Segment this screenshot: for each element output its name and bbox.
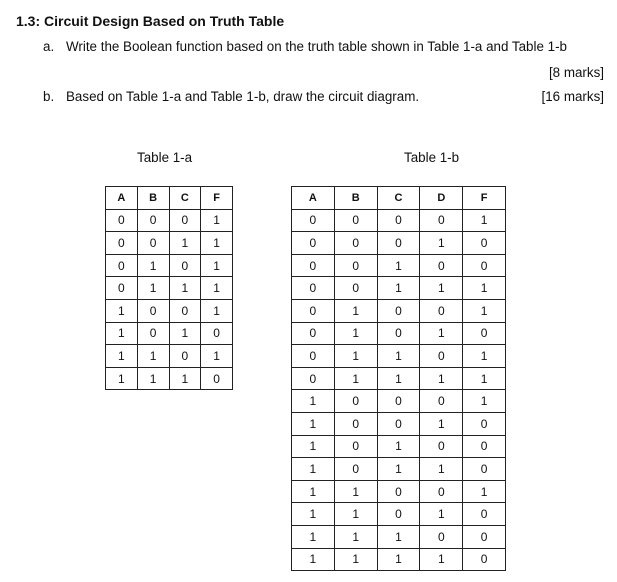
table-cell: 1 xyxy=(377,345,420,368)
table-cell: 1 xyxy=(334,367,377,390)
table-cell: 1 xyxy=(377,458,420,481)
table-row xyxy=(106,322,233,345)
table-cell: 1 xyxy=(292,458,335,481)
table-cell: 0 xyxy=(292,232,335,255)
table-cell: 0 xyxy=(377,232,420,255)
table-cell: 0 xyxy=(106,254,138,277)
table-cell: 1 xyxy=(201,232,233,255)
table-cell: 0 xyxy=(169,299,201,322)
table-row xyxy=(292,412,506,435)
table-cell: 1 xyxy=(377,435,420,458)
table-row xyxy=(292,345,506,368)
table-cell: 0 xyxy=(420,345,463,368)
table-cell: 1 xyxy=(292,548,335,571)
table-cell: 0 xyxy=(420,480,463,503)
table-cell: 1 xyxy=(169,367,201,390)
table-cell: 1 xyxy=(420,277,463,300)
table-row xyxy=(292,435,506,458)
table-cell: 1 xyxy=(106,367,138,390)
table-a-header-b: B xyxy=(137,187,169,210)
table-cell: 1 xyxy=(106,345,138,368)
table-cell: 0 xyxy=(463,525,506,548)
table-cell: 0 xyxy=(420,390,463,413)
table-cell: 0 xyxy=(106,277,138,300)
table-b-header-f: F xyxy=(463,187,506,210)
table-cell: 0 xyxy=(169,345,201,368)
question-b-marks: [16 marks] xyxy=(541,89,604,104)
table-cell: 1 xyxy=(463,367,506,390)
table-row xyxy=(106,367,233,390)
table-cell: 0 xyxy=(377,390,420,413)
table-cell: 0 xyxy=(420,299,463,322)
table-cell: 0 xyxy=(292,345,335,368)
table-cell: 1 xyxy=(377,277,420,300)
table-cell: 1 xyxy=(334,503,377,526)
table-cell: 0 xyxy=(292,209,335,232)
table-cell: 0 xyxy=(292,277,335,300)
table-row xyxy=(292,367,506,390)
table-cell: 1 xyxy=(420,503,463,526)
table-cell: 0 xyxy=(377,412,420,435)
table-cell: 1 xyxy=(334,299,377,322)
table-cell: 1 xyxy=(201,277,233,300)
table-row xyxy=(106,299,233,322)
table-cell: 1 xyxy=(463,390,506,413)
table-a-body xyxy=(106,209,233,390)
table-cell: 0 xyxy=(137,232,169,255)
table-cell: 0 xyxy=(334,209,377,232)
table-b-header-b: B xyxy=(334,187,377,210)
table-cell: 0 xyxy=(463,412,506,435)
table-cell: 0 xyxy=(292,299,335,322)
table-b-header-a: A xyxy=(292,187,335,210)
table-row xyxy=(292,209,506,232)
table-cell: 1 xyxy=(377,254,420,277)
table-row xyxy=(106,232,233,255)
truth-table-a xyxy=(105,186,233,390)
question-b-text: Based on Table 1-a and Table 1-b, draw the circuit diagram. xyxy=(66,89,420,104)
table-cell: 1 xyxy=(292,525,335,548)
table-row xyxy=(292,548,506,571)
table-cell: 1 xyxy=(334,322,377,345)
table-cell: 0 xyxy=(463,458,506,481)
table-row xyxy=(292,277,506,300)
table-cell: 1 xyxy=(420,367,463,390)
table-cell: 1 xyxy=(420,412,463,435)
table-a-header-a: A xyxy=(106,187,138,210)
table-cell: 0 xyxy=(292,367,335,390)
table-cell: 0 xyxy=(137,322,169,345)
table-row xyxy=(292,299,506,322)
table-cell: 1 xyxy=(201,209,233,232)
table-cell: 1 xyxy=(106,322,138,345)
table-cell: 1 xyxy=(420,322,463,345)
table-cell: 1 xyxy=(137,367,169,390)
table-row xyxy=(292,503,506,526)
table-a-header-f: F xyxy=(201,187,233,210)
table-cell: 1 xyxy=(137,254,169,277)
table-row xyxy=(106,345,233,368)
table-cell: 0 xyxy=(420,525,463,548)
table-cell: 0 xyxy=(334,458,377,481)
table-cell: 0 xyxy=(201,322,233,345)
table-a-header-row xyxy=(106,187,233,210)
table-cell: 1 xyxy=(334,480,377,503)
table-cell: 0 xyxy=(334,277,377,300)
table-b-body xyxy=(292,209,506,571)
table-cell: 1 xyxy=(292,503,335,526)
table-cell: 0 xyxy=(137,209,169,232)
table-cell: 1 xyxy=(420,458,463,481)
table-cell: 1 xyxy=(137,277,169,300)
table-cell: 1 xyxy=(334,548,377,571)
table-cell: 1 xyxy=(169,277,201,300)
question-b-letter: b. xyxy=(43,89,55,104)
table-cell: 1 xyxy=(463,277,506,300)
truth-table-b xyxy=(291,186,506,571)
table-cell: 0 xyxy=(420,254,463,277)
table-cell: 0 xyxy=(463,254,506,277)
table-cell: 1 xyxy=(201,299,233,322)
table-cell: 1 xyxy=(106,299,138,322)
table-cell: 1 xyxy=(201,254,233,277)
table-cell: 1 xyxy=(292,412,335,435)
table-cell: 0 xyxy=(420,435,463,458)
table-cell: 0 xyxy=(334,435,377,458)
table-cell: 1 xyxy=(169,232,201,255)
table-a-caption: Table 1-a xyxy=(137,150,193,165)
table-row xyxy=(106,277,233,300)
table-cell: 1 xyxy=(292,435,335,458)
table-cell: 0 xyxy=(334,254,377,277)
table-cell: 0 xyxy=(169,254,201,277)
table-b-header-row xyxy=(292,187,506,210)
table-cell: 1 xyxy=(377,525,420,548)
table-cell: 1 xyxy=(463,209,506,232)
table-row xyxy=(292,322,506,345)
table-cell: 0 xyxy=(106,209,138,232)
table-cell: 0 xyxy=(463,435,506,458)
table-cell: 0 xyxy=(420,209,463,232)
table-row xyxy=(292,232,506,255)
table-cell: 1 xyxy=(420,232,463,255)
table-row xyxy=(292,480,506,503)
question-a-letter: a. xyxy=(43,39,55,54)
table-cell: 1 xyxy=(463,345,506,368)
section-title: 1.3: Circuit Design Based on Truth Table xyxy=(16,13,285,29)
table-cell: 0 xyxy=(292,254,335,277)
table-cell: 0 xyxy=(377,209,420,232)
table-cell: 1 xyxy=(377,548,420,571)
table-cell: 1 xyxy=(169,322,201,345)
table-row xyxy=(292,458,506,481)
table-cell: 0 xyxy=(169,209,201,232)
question-a-marks: [8 marks] xyxy=(548,65,604,80)
table-cell: 0 xyxy=(377,322,420,345)
table-cell: 0 xyxy=(463,548,506,571)
table-cell: 0 xyxy=(137,299,169,322)
table-cell: 1 xyxy=(201,345,233,368)
table-cell: 1 xyxy=(292,480,335,503)
question-a-text: Write the Boolean function based on the truth table shown in Table 1-a and Table 1-b xyxy=(66,39,568,54)
table-cell: 1 xyxy=(334,345,377,368)
table-row xyxy=(292,390,506,413)
table-cell: 1 xyxy=(463,480,506,503)
table-cell: 0 xyxy=(377,480,420,503)
table-cell: 0 xyxy=(334,412,377,435)
table-cell: 0 xyxy=(463,322,506,345)
table-b-caption: Table 1-b xyxy=(404,150,460,165)
table-cell: 1 xyxy=(463,299,506,322)
table-b-header-c: C xyxy=(377,187,420,210)
table-cell: 0 xyxy=(377,503,420,526)
table-row xyxy=(106,209,233,232)
table-cell: 1 xyxy=(377,367,420,390)
table-row xyxy=(292,254,506,277)
table-cell: 1 xyxy=(334,525,377,548)
table-cell: 1 xyxy=(420,548,463,571)
table-row xyxy=(292,525,506,548)
table-b-header-d: D xyxy=(420,187,463,210)
table-cell: 1 xyxy=(292,390,335,413)
table-cell: 0 xyxy=(334,390,377,413)
table-row xyxy=(106,254,233,277)
table-cell: 0 xyxy=(106,232,138,255)
table-a-header-c: C xyxy=(169,187,201,210)
table-cell: 1 xyxy=(137,345,169,368)
table-cell: 0 xyxy=(201,367,233,390)
table-cell: 0 xyxy=(463,503,506,526)
table-cell: 0 xyxy=(292,322,335,345)
table-cell: 0 xyxy=(463,232,506,255)
table-cell: 0 xyxy=(377,299,420,322)
table-cell: 0 xyxy=(334,232,377,255)
